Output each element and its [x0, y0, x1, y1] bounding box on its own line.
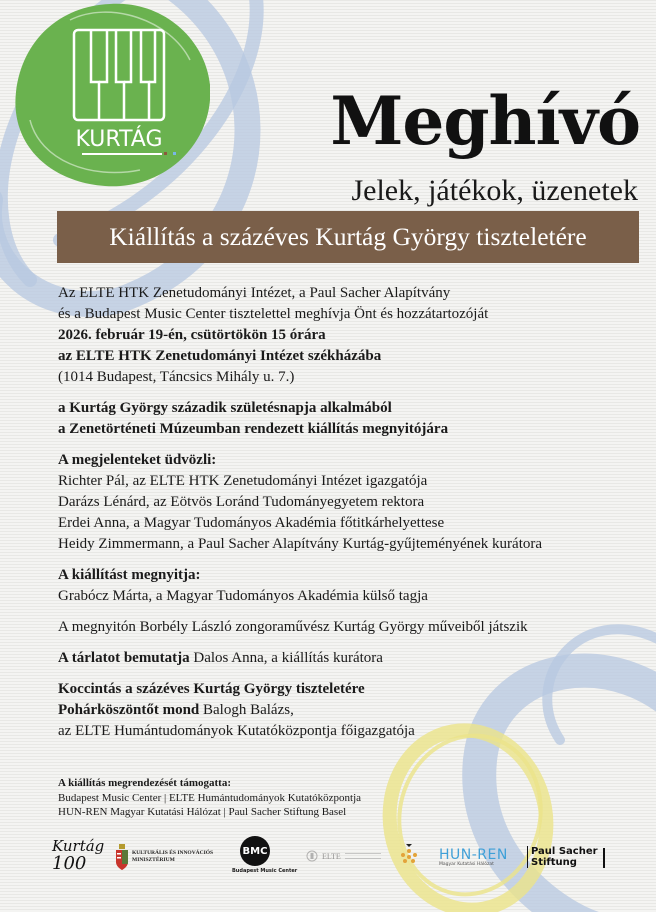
- occasion-line-1: a Kurtág György századik születésnapja alkalmából: [58, 400, 392, 416]
- elte-text: ELTE: [322, 851, 341, 861]
- hungarian-coat-of-arms-icon: [116, 844, 128, 870]
- toast-line-2: [58, 700, 638, 721]
- bmc-logo: [232, 836, 304, 874]
- ministry-line2: MINISZTÉRIUM: [132, 857, 175, 863]
- ministry-logo: [116, 844, 213, 870]
- page-subtitle: Jelek, játékok, üzenetek: [351, 174, 638, 207]
- sponsor-logos: [50, 838, 650, 888]
- toast-speaker: Balogh Balázs,: [199, 702, 294, 718]
- research-centre-dots-icon: [400, 844, 418, 866]
- intro-line-2: és a Budapest Music Center tisztelettel meghívja Önt és hozzátartozóját: [58, 306, 489, 322]
- bmc-caption: Budapest Music Center: [232, 868, 298, 874]
- support-line-2: HUN-REN Magyar Kutatási Hálózat | Paul Sacher Stiftung Basel: [58, 806, 347, 818]
- toast-line-3: az ELTE Humántudományok Kutatóközpontja főigazgatója: [58, 723, 415, 739]
- hunren-logo: [439, 848, 508, 867]
- presenter: [58, 648, 638, 669]
- hunren-text: HUN-REN: [439, 847, 508, 863]
- presenter-label: A tárlatot bemutatja: [58, 650, 190, 666]
- kurtag100-logo: [52, 838, 104, 872]
- presenter-name: Dalos Anna, a kiállítás kurátora: [189, 650, 383, 666]
- opener: Grabócz Márta, a Magyar Tudományos Akadémia külső tagja: [58, 588, 428, 604]
- elte-logo: [306, 850, 381, 862]
- event-address: (1014 Budapest, Táncsics Mihály u. 7.): [58, 369, 295, 385]
- welcomer: Darázs Lénárd, az Eötvös Loránd Tudományegyetem rektora: [58, 494, 425, 510]
- intro-line-1: Az ELTE HTK Zenetudományi Intézet, a Paul Sacher Alapítvány: [58, 285, 451, 301]
- event-date: 2026. február 19-én, csütörtökön 15 órára: [58, 327, 326, 343]
- bmc-badge: BMC: [240, 836, 270, 866]
- paul-sacher-logo: [527, 846, 598, 868]
- kurtag100-line2: 100: [52, 853, 87, 874]
- toast-label: Pohárköszöntőt mond: [58, 702, 200, 718]
- banner-text: Kiállítás a százéves Kurtág György tiszteletére: [109, 222, 587, 251]
- event-venue: az ELTE HTK Zenetudományi Intézet székházába: [58, 348, 382, 364]
- support-heading: A kiállítás megrendezését támogatta:: [58, 777, 232, 789]
- ministry-line1: KULTURÁLIS ÉS INNOVÁCIÓS: [132, 850, 214, 856]
- logo-text: KURTÁG: [75, 127, 163, 152]
- occasion-line-2: a Zenetörténeti Múzeumban rendezett kiállítás megnyitójára: [58, 421, 449, 437]
- kurtag-logo: [10, 0, 210, 190]
- performance: A megnyitón Borbély László zongoraművész Kurtág György műveiből játszik: [58, 619, 528, 635]
- toast-line-1: Koccintás a százéves Kurtág György tiszteletére: [58, 681, 365, 697]
- sacher-line2: Stiftung: [531, 857, 577, 868]
- sacher-line1: Paul Sacher: [531, 846, 598, 857]
- support-line-1: Budapest Music Center | ELTE Humántudományok Kutatóközpontja: [58, 791, 362, 804]
- exhibition-banner: [57, 211, 639, 263]
- support-section: [58, 776, 361, 820]
- welcomer: Heidy Zimmermann, a Paul Sacher Alapítvány Kurtág-gyűjteményének kurátora: [58, 536, 543, 552]
- kurtag100-line1: Kurtág: [52, 837, 105, 855]
- opener-heading: A kiállítást megnyitja:: [58, 567, 201, 583]
- sacher-divider: [603, 848, 605, 868]
- hunren-caption: Magyar Kutatási Hálózat: [439, 862, 494, 867]
- invitation-body: [58, 283, 638, 742]
- welcomer: Richter Pál, az ELTE HTK Zenetudományi Intézet igazgatója: [58, 473, 428, 489]
- welcomer: Erdei Anna, a Magyar Tudományos Akadémia főtitkárhelyettese: [58, 515, 445, 531]
- elte-seal-icon: [306, 850, 318, 862]
- welcome-heading: A megjelenteket üdvözli:: [58, 452, 217, 468]
- page-title: Meghívó: [330, 82, 640, 160]
